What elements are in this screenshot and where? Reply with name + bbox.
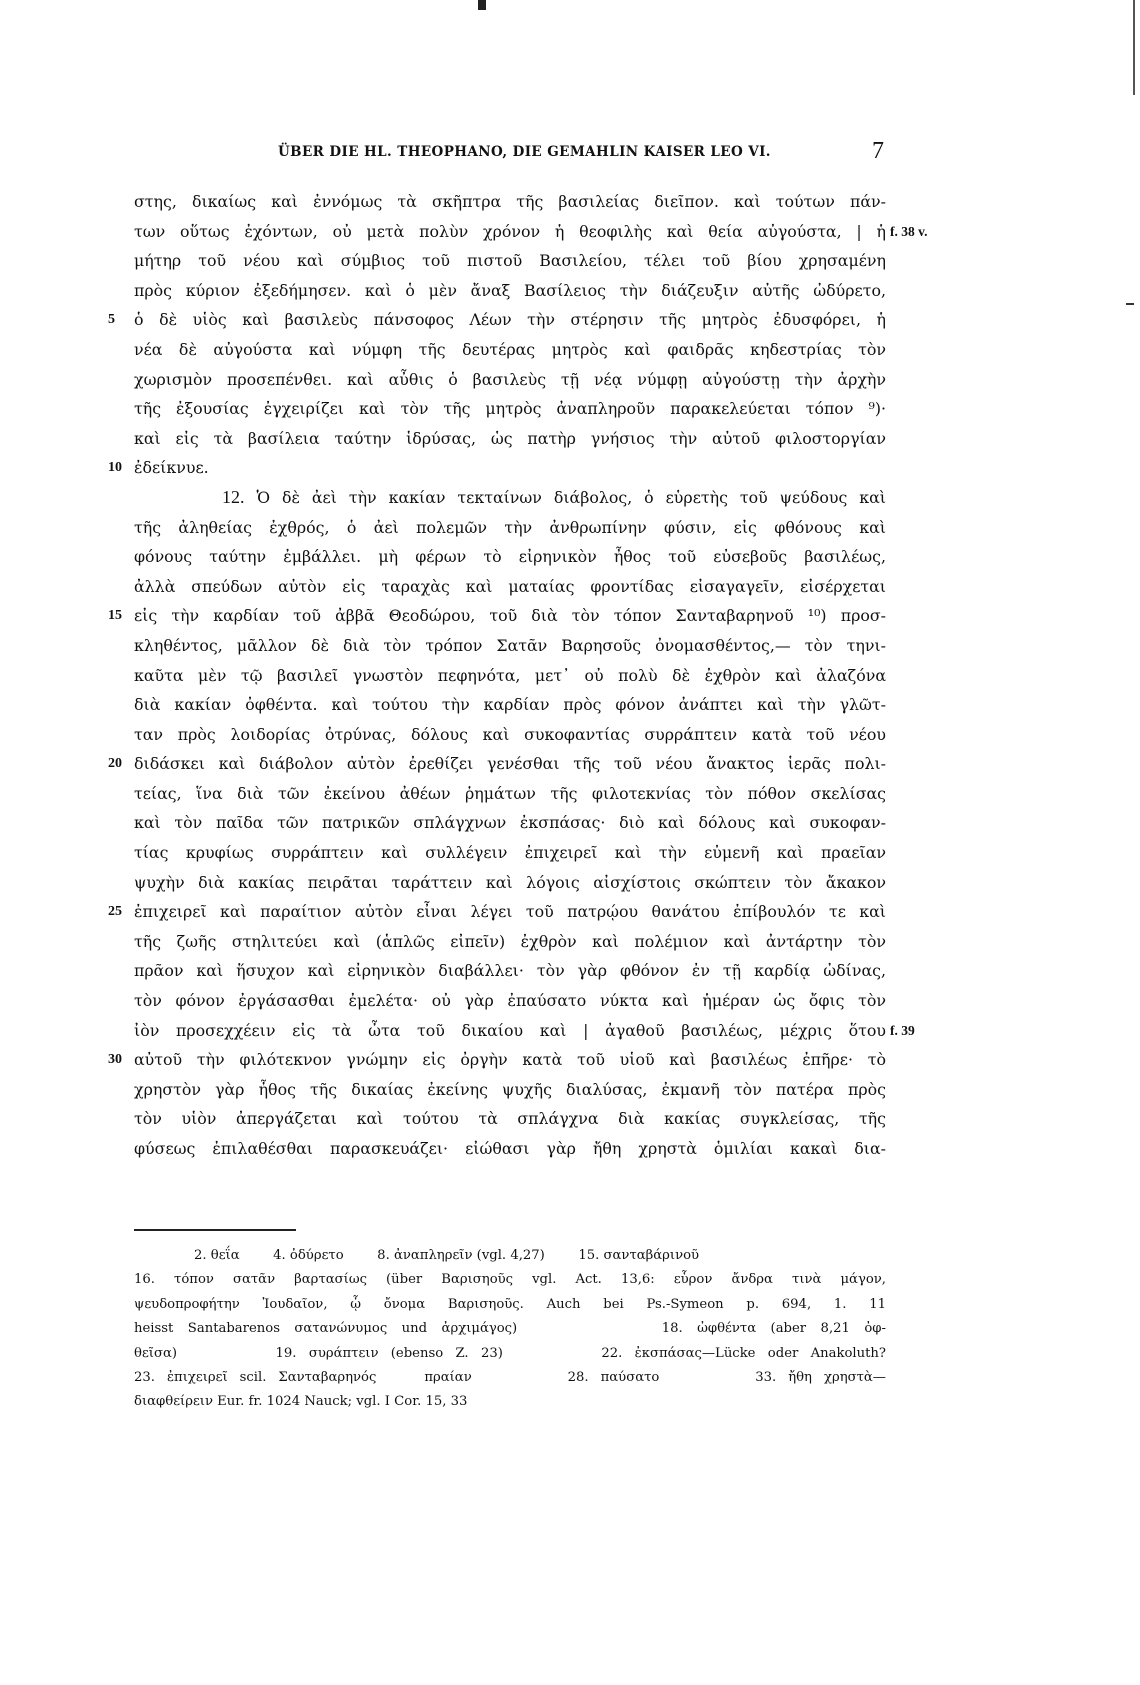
line-text: των οὕτως ἐχόντων, οὐ μετὰ πολὺν χρόνον ἡ θεοφιλὴς καὶ θεία αὐγούστα, | ἡ	[134, 221, 886, 241]
footnote-line: διαφθείρειν Eur. fr. 1024 Nauck; vgl. I Cor. 15, 33	[134, 1394, 468, 1410]
text-line	[134, 424, 886, 454]
text-line	[134, 1075, 886, 1105]
footnote-separator	[134, 1229, 296, 1231]
text-line	[134, 246, 886, 276]
text-line	[134, 542, 886, 572]
text-line	[134, 1134, 886, 1164]
footnote-line: heisst Santabarenos σατανώνυμος und ἀρχιμάγος) 18. ὠφθέντα (aber 8,21 ὀφ-	[134, 1321, 886, 1337]
text-line	[134, 690, 886, 720]
text-line	[134, 365, 886, 395]
line-text: διδάσκει καὶ διάβολον αὐτὸν ἐρεθίζει γενέσθαι τῆς τοῦ νέου ἄνακτος ἱερᾶς πολι-	[134, 754, 886, 774]
running-title: ÜBER DIE HL. THEOPHANO, DIE GEMAHLIN KAISER LEO VI.	[278, 144, 771, 160]
line-text: καὶ τὸν παῖδα τῶν πατρικῶν σπλάγχνων ἐκσπάσας· διὸ καὶ δόλους καὶ συκοφαν-	[134, 813, 886, 833]
footnote-line: 16. τόπον σατᾶν βαρτασίως (über Βαρισηοῦς vgl. Act. 13,6: εὗρον ἄνδρα τινὰ μάγον,	[134, 1272, 886, 1288]
line-text: πρᾶον καὶ ἥσυχον καὶ εἰρηνικὸν διαβάλλει· τὸν γὰρ φθόνον ἐν τῇ καρδίᾳ ὠδίνας,	[134, 961, 886, 981]
critical-apparatus	[134, 1244, 886, 1415]
line-text: χρηστὸν γὰρ ἦθος τῆς δικαίας ἐκείνης ψυχῆς διαλύσας, ἐκμανῆ τὸν πατέρα πρὸς	[134, 1079, 886, 1099]
scan-mark	[478, 0, 486, 10]
line-text: χωρισμὸν προσεπένθει. καὶ αὖθις ὁ βασιλεὺς τῇ νέᾳ νύμφῃ αὐγούστῃ τὴν ἀρχὴν	[134, 369, 886, 389]
line-number: 20	[108, 756, 122, 772]
main-text	[108, 187, 928, 1164]
line-text: φόνους ταύτην ἐμβάλλει. μὴ φέρων τὸ εἰρηνικὸν ἦθος τοῦ εὐσεβοῦς βασιλέως,	[134, 547, 886, 567]
text-line	[134, 1104, 886, 1134]
line-text: εἰς τὴν καρδίαν τοῦ ἀββᾶ Θεοδώρου, τοῦ διὰ τὸν τόπον Σανταβαρηνοῦ ¹⁰) προσ-	[134, 606, 886, 626]
text-line	[134, 572, 886, 602]
text-line	[134, 868, 886, 898]
line-text: καὶ εἰς τὰ βασίλεια ταύτην ἱδρύσας, ὡς πατὴρ γνήσιος τὴν αὐτοῦ φιλοστοργίαν	[134, 428, 886, 448]
line-text: αὐτοῦ τὴν φιλότεκνον γνώμην εἰς ὀργὴν κατὰ τοῦ υἱοῦ καὶ βασιλέως ἐπῆρε· τὸ	[134, 1050, 886, 1070]
line-text: τείας, ἵνα διὰ τῶν ἐκείνου ἀθέων ῥημάτων τῆς φιλοτεκνίας τὸν πόθον σκελίσας	[134, 783, 886, 803]
line-text: ἀλλὰ σπεύδων αὐτὸν εἰς ταραχὰς καὶ ματαίας φροντίδας εἰσαγαγεῖν, εἰσέρχεται	[134, 576, 886, 596]
line-text: νέα δὲ αὐγούστα καὶ νύμφη τῆς δευτέρας μητρὸς καὶ φαιδρᾶς κηδεστρίας τὸν	[134, 339, 886, 359]
line-text: τίας κρυφίως συρράπτειν καὶ συλλέγειν ἐπιχειρεῖ καὶ τὴν εὐμενῆ καὶ πραεῖαν	[134, 843, 886, 863]
line-text: ἐπιχειρεῖ καὶ παραίτιον αὐτὸν εἶναι λέγει τοῦ πατρῴου θανάτου ἐπίβουλόν τε καὶ	[134, 902, 886, 922]
line-number: 30	[108, 1052, 122, 1068]
text-line	[134, 187, 886, 217]
text-line	[134, 276, 886, 306]
line-text: μήτηρ τοῦ νέου καὶ σύμβιος τοῦ πιστοῦ Βασιλείου, τέλει τοῦ βίου χρησαμένη	[134, 251, 886, 271]
text-line	[134, 986, 886, 1016]
text-line	[134, 661, 886, 691]
footnote-line: 2. θεΐα 4. ὀδύρετο 8. ἀναπληρεῖν (vgl. 4,27) 15. σανταβάρινοῦ	[194, 1248, 700, 1263]
line-text: ψυχὴν διὰ κακίας πειρᾶται ταράττειν καὶ λόγοις αἰσχίστοις σκώπτειν τὸν ἄκακον	[134, 872, 886, 892]
line-number: 5	[108, 312, 115, 328]
folio-marker: f. 38 v.	[890, 223, 928, 239]
text-line	[134, 956, 886, 986]
text-line	[134, 631, 886, 661]
line-text: τὸν υἱὸν ἀπεργάζεται καὶ τούτου τὰ σπλάγχνα διὰ κακίας συγκλείσας, τῆς	[134, 1109, 886, 1129]
line-number: 15	[108, 608, 122, 624]
scan-edge-tick	[1126, 303, 1134, 305]
line-text: Ὁ δὲ ἀεὶ τὴν κακίαν τεκταίνων διάβολος, ὁ εὑρετὴς τοῦ ψεύδους καὶ	[256, 487, 886, 507]
footnote-line: 23. ἐπιχειρεῖ scil. Σανταβαρηνός πραίαν 28. παύσατο 33. ἤθη χρηστὰ—	[134, 1369, 886, 1385]
line-number: 25	[108, 904, 122, 920]
line-text: ἐδείκνυε.	[134, 458, 209, 478]
footnote-line: θεῖσα) 19. συράπτειν (ebenso Z. 23) 22. ἐκσπάσας—Lücke oder Anakoluth?	[134, 1345, 886, 1361]
text-line	[134, 513, 886, 543]
text-line	[134, 927, 886, 957]
text-line	[134, 808, 886, 838]
folio-marker: f. 39	[890, 1022, 915, 1038]
line-text: διὰ κακίαν ὀφθέντα. καὶ τούτου τὴν καρδίαν πρὸς φόνον ἀνάπτει καὶ τὴν γλῶτ-	[134, 695, 886, 715]
text-line	[108, 749, 886, 779]
section-number: 12.	[222, 486, 245, 507]
text-line	[134, 779, 886, 809]
line-text: φύσεως ἐπιλαθέσθαι παρασκευάζει· εἰώθασι γὰρ ἤθη χρηστὰ ὁμιλίαι κακαὶ δια-	[134, 1139, 886, 1158]
line-text: τῆς ἐξουσίας ἐγχειρίζει καὶ τὸν τῆς μητρὸς ἀναπληροῦν παρακελεύεται τόπον ⁹)·	[134, 399, 886, 419]
text-line	[108, 897, 886, 927]
line-text: πρὸς κύριον ἐξεδήμησεν. καὶ ὁ μὲν ἄναξ Βασίλειος τὴν διάζευξιν αὐτῆς ὠδύρετο,	[134, 280, 886, 300]
line-text: κληθέντος, μᾶλλον δὲ διὰ τὸν τρόπον Σατᾶν Βαρησοῦς ὀνομασθέντος,— τὸν τηνι-	[134, 635, 886, 655]
line-number: 10	[108, 460, 122, 476]
text-line	[134, 335, 886, 365]
line-text: τὸν φόνον ἐργάσασθαι ἐμελέτα· οὐ γὰρ ἐπαύσατο νύκτα καὶ ἡμέραν ὡς ὄφις τὸν	[134, 991, 886, 1011]
line-text: ταν πρὸς λοιδορίας ὀτρύνας, δόλους καὶ συκοφαντίας συρράπτειν κατὰ τοῦ νέου	[134, 724, 886, 744]
text-line	[134, 720, 886, 750]
text-line	[134, 838, 886, 868]
line-text: καῦτα μὲν τῷ βασιλεῖ γνωστὸν πεφηνότα, μετ᾿ οὐ πολὺ δὲ ἐχθρὸν καὶ ἀλαζόνα	[134, 665, 886, 685]
text-line	[108, 601, 886, 631]
text-line	[134, 217, 928, 247]
page-number: 7	[872, 138, 884, 164]
line-text: ἰὸν προσεχχέειν εἰς τὰ ὦτα τοῦ δικαίου καὶ | ἀγαθοῦ βασιλέως, μέχρις ὅτου	[134, 1020, 886, 1040]
line-text: ὁ δὲ υἱὸς καὶ βασιλεὺς πάνσοφος Λέων τὴν στέρησιν τῆς μητρὸς ἐδυσφόρει, ἡ	[134, 310, 886, 330]
text-line	[108, 453, 886, 483]
line-text: στης, δικαίως καὶ ἐννόμως τὰ σκῆπτρα τῆς βασιλείας διεῖπον. καὶ τούτων πάν-	[134, 192, 886, 211]
running-header	[278, 138, 884, 168]
scan-edge-rule	[1133, 0, 1135, 95]
text-line	[108, 305, 886, 335]
line-text: τῆς ζωῆς στηλιτεύει καὶ (ἁπλῶς εἰπεῖν) ἐχθρὸν καὶ πολέμιον καὶ ἀντάρτην τὸν	[134, 931, 886, 951]
text-line	[134, 1016, 915, 1046]
text-line	[108, 1045, 886, 1075]
line-text: τῆς ἀληθείας ἐχθρός, ὁ ἀεὶ πολεμῶν τὴν ἀνθρωπίνην φύσιν, εἰς φθόνους καὶ	[134, 517, 886, 537]
text-line	[134, 394, 886, 424]
footnote-line: ψευδοπροφήτην Ἰουδαῖον, ᾧ ὄνομα Βαρισηοῦς. Auch bei Ps.-Symeon p. 694, 1. 11	[134, 1296, 886, 1312]
text-line	[134, 483, 886, 513]
